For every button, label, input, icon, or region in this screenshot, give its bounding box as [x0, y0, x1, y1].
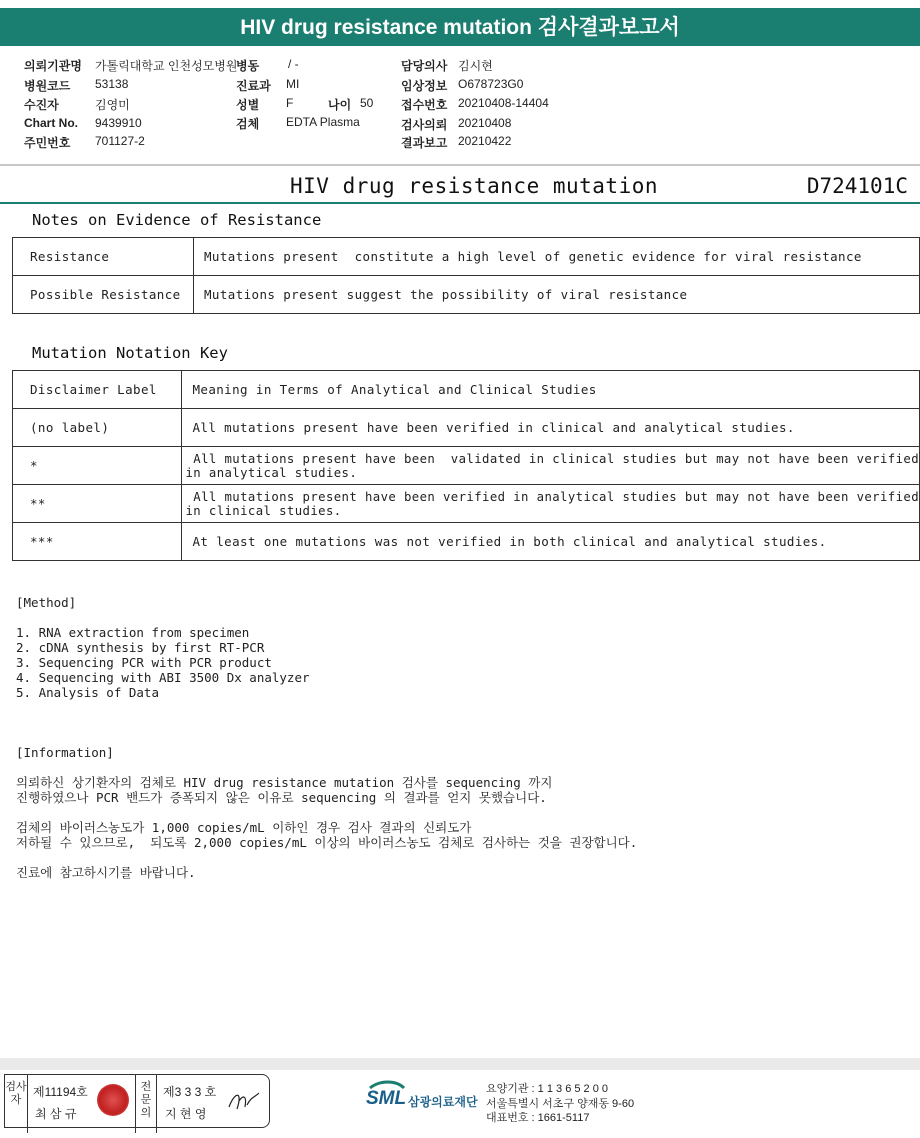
info-value: O678723G0 — [458, 77, 524, 91]
info-label: 성별 — [236, 98, 260, 112]
address-line: 대표번호 : 1661-5117 — [486, 1112, 590, 1124]
info-label: 병원코드 — [24, 79, 71, 93]
information-heading: [Information] — [16, 745, 114, 760]
notation-label: * — [13, 447, 182, 485]
info-label: Chart No. — [24, 116, 78, 130]
seal-icon — [97, 1084, 129, 1116]
table-row — [13, 238, 920, 276]
notation-label: *** — [13, 523, 182, 561]
stamp-title: 검사자 — [5, 1075, 28, 1133]
notation-table — [12, 370, 920, 561]
info-label: 담당의사 — [401, 59, 448, 73]
method-step: 1. RNA extraction from specimen — [16, 625, 250, 640]
info-label: 나이 — [328, 98, 352, 112]
notation-label: (no label) — [13, 409, 182, 447]
evidence-table — [12, 237, 920, 314]
signature-icon — [225, 1087, 263, 1115]
method-step: 5. Analysis of Data — [16, 685, 159, 700]
footer-divider — [0, 1058, 920, 1070]
address-line: 서울특별시 서초구 양재동 9-60 — [486, 1097, 635, 1110]
info-value: 50 — [360, 96, 374, 110]
info-label: 검사의뢰 — [401, 118, 448, 132]
notation-text: Meaning in Terms of Analytical and Clinical Studies — [182, 371, 920, 409]
stamp-name: 지 현 영 — [165, 1107, 207, 1121]
divider — [0, 164, 920, 166]
evidence-heading: Notes on Evidence of Resistance — [32, 211, 322, 229]
info-value: 9439910 — [95, 116, 142, 130]
divider — [0, 202, 920, 204]
info-label: 병동 — [236, 59, 260, 73]
notation-heading: Mutation Notation Key — [32, 344, 228, 362]
info-label: 임상정보 — [401, 79, 448, 93]
report-code: D724101C — [806, 174, 908, 198]
notation-text: At least one mutations was not verified in both clinical and analytical studies. — [182, 523, 920, 561]
stamp-title: 전문의 — [135, 1075, 157, 1133]
table-row — [13, 409, 920, 447]
evidence-label: Possible Resistance — [13, 276, 194, 314]
info-label: 수진자 — [24, 98, 59, 112]
method-step: 4. Sequencing with ABI 3500 Dx analyzer — [16, 670, 310, 685]
info-value: 가톨릭대학교 인천성모병원 — [95, 59, 238, 73]
info-label: 검체 — [236, 117, 260, 131]
table-row — [13, 371, 920, 409]
info-label: 접수번호 — [401, 98, 448, 112]
notation-label: Disclaimer Label — [13, 371, 182, 409]
info-value: 김시현 — [458, 59, 493, 73]
notation-text: All mutations present have been validated in clinical studies but may not have been verified in analytical studies. — [182, 447, 920, 485]
table-row — [13, 485, 920, 523]
evidence-text: Mutations present constitute a high level of genetic evidence for viral resistance — [194, 238, 920, 276]
info-label: 의뢰기관명 — [24, 59, 82, 73]
method-step: 2. cDNA synthesis by first RT-PCR — [16, 640, 265, 655]
info-label: 결과보고 — [401, 136, 448, 150]
info-value: 20210422 — [458, 134, 512, 148]
patient-info — [0, 0, 920, 160]
method-step: 3. Sequencing PCR with PCR product — [16, 655, 272, 670]
info-value: 701127-2 — [95, 134, 145, 148]
table-row — [13, 276, 920, 314]
information-paragraph: 진료에 참고하시기를 바랍니다. — [16, 865, 196, 880]
info-label: 주민번호 — [24, 136, 71, 150]
info-value: 20210408-14404 — [458, 96, 549, 110]
org-address — [486, 1082, 634, 1126]
notation-text: All mutations present have been verified in analytical studies but may not have been verified in clinical studies. — [182, 485, 920, 523]
info-value: / - — [288, 57, 299, 71]
notation-text: All mutations present have been verified in clinical and analytical studies. — [182, 409, 920, 447]
table-row — [13, 523, 920, 561]
signature-stamps — [4, 1074, 270, 1128]
org-name: 삼광의료재단 — [408, 1095, 478, 1109]
evidence-label: Resistance — [13, 238, 194, 276]
logo-text: SML — [366, 1088, 407, 1109]
method-heading: [Method] — [16, 595, 77, 610]
notation-label: ** — [13, 485, 182, 523]
report-header-title: HIV drug resistance mutation 검사결과보고서 — [240, 16, 680, 39]
info-value: 53138 — [95, 77, 129, 91]
information-paragraph: 의뢰하신 상기환자의 검체로 HIV drug resistance mutation 검사를 sequencing 까지 진행하였으나 PCR 밴드가 증폭되지 않은 이유로 sequencing 의 결과를 얻지 못했습니다. — [16, 775, 553, 805]
info-value: MI — [286, 77, 300, 91]
info-value: 20210408 — [458, 116, 512, 130]
report-title: HIV drug resistance mutation — [290, 174, 659, 198]
stamp-number: 제11194호 — [33, 1085, 88, 1099]
info-value: EDTA Plasma — [286, 115, 360, 129]
address-line: 요양기관 : 1 1 3 6 5 2 0 0 — [486, 1083, 609, 1095]
table-row — [13, 447, 920, 485]
stamp-name: 최 삼 규 — [35, 1107, 77, 1121]
information-paragraph: 검체의 바이러스농도가 1,000 copies/mL 이하인 경우 검사 결과의 신뢰도가 저하될 수 있으므로, 되도록 2,000 copies/mL 이상의 바이러스농도 검체로 검사하는 것을 권장합니다. — [16, 820, 638, 850]
evidence-text: Mutations present suggest the possibility of viral resistance — [194, 276, 920, 314]
info-label: 진료과 — [236, 79, 271, 93]
info-value: 김영미 — [95, 98, 130, 112]
info-value: F — [286, 96, 294, 110]
stamp-number: 제3 3 3 호 — [163, 1085, 217, 1099]
